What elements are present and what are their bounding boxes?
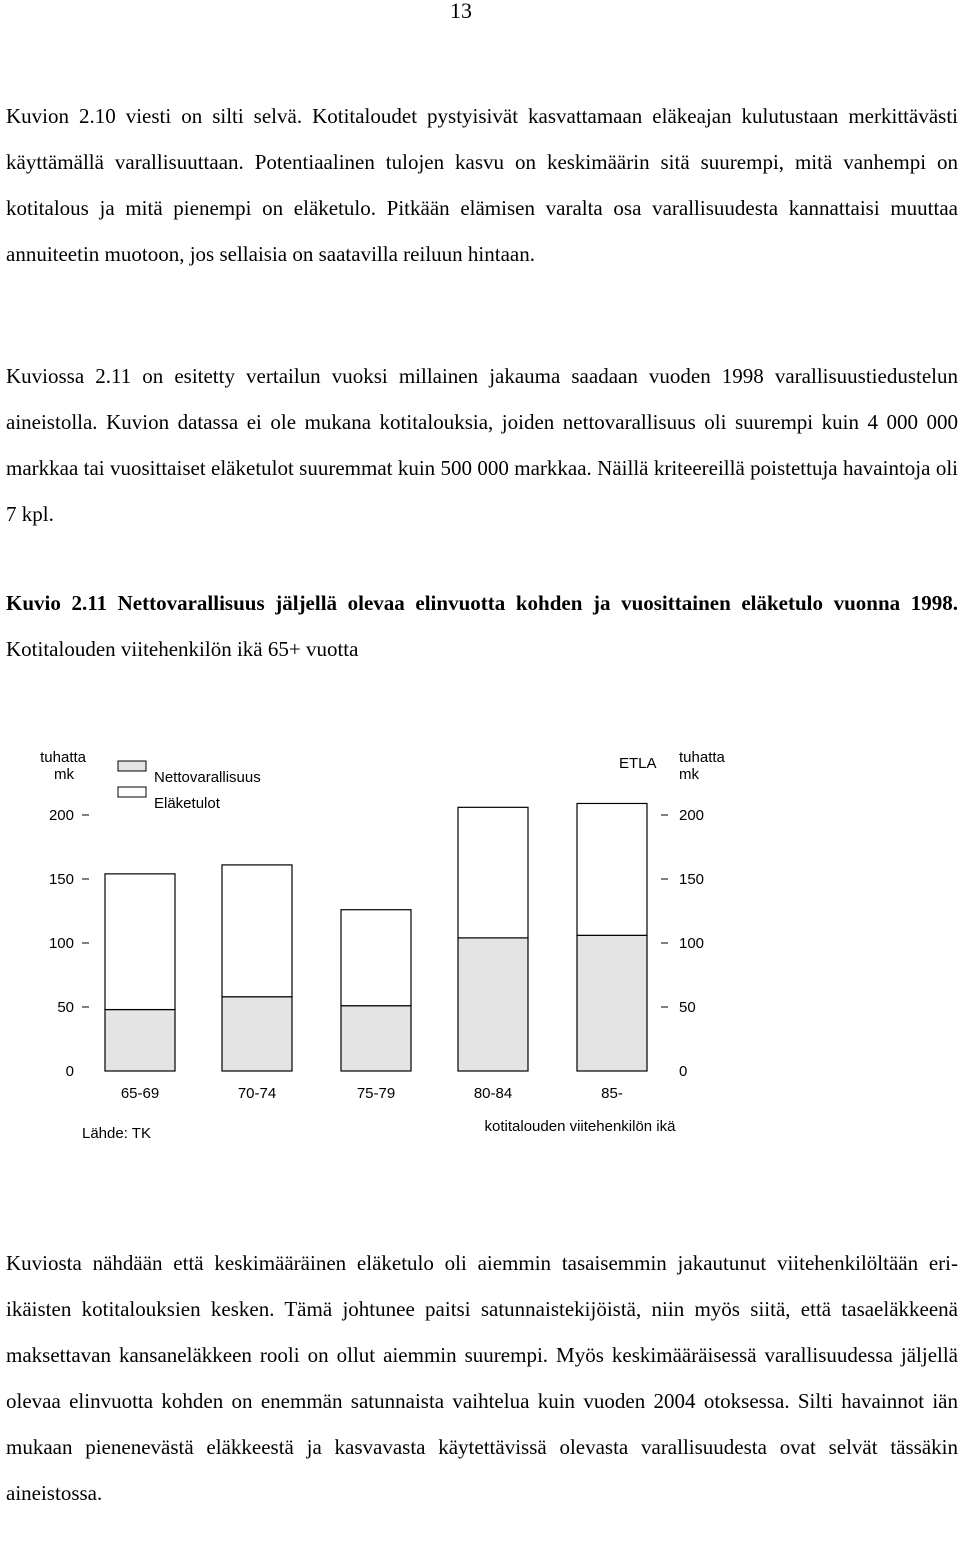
- y-tick-label-right: 100: [679, 935, 705, 952]
- bar-segment-nettovarallisuus: [105, 1010, 175, 1071]
- bar-segment-nettovarallisuus: [458, 938, 528, 1071]
- page-number: 13: [450, 0, 472, 23]
- y-tick-label-right: 0: [679, 1063, 688, 1080]
- bar-segment-nettovarallisuus: [222, 997, 292, 1071]
- x-tick-label: 80-84: [473, 1085, 513, 1102]
- source-label: Lähde: TK: [82, 1125, 151, 1142]
- y-tick-label-right: 200: [679, 807, 705, 824]
- legend-label: Eläketulot: [154, 795, 220, 812]
- x-tick-label: 85-: [601, 1085, 623, 1102]
- y-tick-label-right: 50: [679, 999, 696, 1016]
- y-tick-label-left: 0: [65, 1063, 74, 1080]
- bar-segment-nettovarallisuus: [341, 1006, 411, 1071]
- caption-subtitle: Kotitalouden viitehenkilön ikä 65+ vuotta: [6, 637, 359, 661]
- caption-title: Kuvio 2.11 Nettovarallisuus jäljellä olevaa elinvuotta kohden ja vuosittainen eläketulo vuonna 1998.: [6, 591, 958, 615]
- x-tick-label: 65-69: [120, 1085, 160, 1102]
- x-tick-label: 75-79: [356, 1085, 396, 1102]
- y-axis-unit-right: tuhatta: [679, 749, 725, 766]
- x-axis-title: kotitalouden viitehenkilön ikä: [484, 1118, 676, 1135]
- figure-caption: [6, 580, 958, 672]
- x-tick-label: 70-74: [237, 1085, 277, 1102]
- paragraph-1: Kuvion 2.10 viesti on silti selvä. Kotitaloudet pystyisivät kasvattamaan eläkeajan kulutustaan merkittävästi käyttämällä varallisuuttaan. Potentiaalinen tulojen kasvu on keskimäärin sitä suurempi, mitä vanhempi on kotitalous ja mitä pienempi on eläketulo. Pitkään elämisen varalta osa varallisuudesta kannattaisi muuttaa annuiteetin muotoon, jos sellaisia on saatavilla reiluun hintaan.: [6, 104, 958, 266]
- bar-segment-elaketulot: [105, 874, 175, 1010]
- y-axis-unit-left: tuhatta: [40, 749, 86, 766]
- legend-swatch: [118, 787, 146, 797]
- paragraph-2: Kuviossa 2.11 on esitetty vertailun vuoksi millainen jakauma saadaan vuoden 1998 varallisuustiedustelun aineistolla. Kuvion datassa ei ole mukana kotitalouksia, joiden nettovarallisuus oli suurempi kuin 4 000 000 markkaa tai vuosittaiset eläketulot suuremmat kuin 500 000 markkaa. Näillä kriteereillä poistettuja havaintoja oli 7 kpl.: [6, 364, 958, 526]
- bar-segment-nettovarallisuus: [577, 935, 647, 1071]
- bar-chart: [0, 740, 960, 1150]
- y-tick-label-left: 100: [48, 935, 74, 952]
- bar-segment-elaketulot: [577, 803, 647, 935]
- brand-label: ETLA: [619, 755, 657, 772]
- chart-bars: [105, 803, 647, 1071]
- y-tick-label-left: 150: [48, 871, 74, 888]
- y-axis-unit-left: mk: [54, 766, 74, 783]
- y-tick-label-right: 150: [679, 871, 705, 888]
- bar-segment-elaketulot: [222, 865, 292, 997]
- paragraph-3: Kuviosta nähdään että keskimääräinen eläketulo oli aiemmin tasaisemmin jakautunut viitehenkilöltään eri-ikäisten kotitalouksien kesken. Tämä johtunee paitsi satunnaistekijöistä, niin myös siitä, että tasaeläkkeenä maksettavan kansaneläkkeen rooli on ollut aiemmin suurempi. Myös keskimääräisessä varallisuudessa jäljellä olevaa elinvuotta kohden on enemmän satunnaista vaihtelua kuin vuoden 2004 otoksessa. Silti havainnot iän mukaan pienenevästä eläkkeestä ja kasvavasta käytettävissä olevasta varallisuudesta ovat selvät tässäkin aineistossa.: [6, 1251, 958, 1505]
- y-tick-label-left: 200: [48, 807, 74, 824]
- legend-swatch: [118, 761, 146, 771]
- bar-segment-elaketulot: [341, 910, 411, 1006]
- bar-segment-elaketulot: [458, 807, 528, 938]
- y-axis-unit-right: mk: [679, 766, 699, 783]
- legend-label: Nettovarallisuus: [154, 769, 261, 786]
- y-tick-label-left: 50: [57, 999, 74, 1016]
